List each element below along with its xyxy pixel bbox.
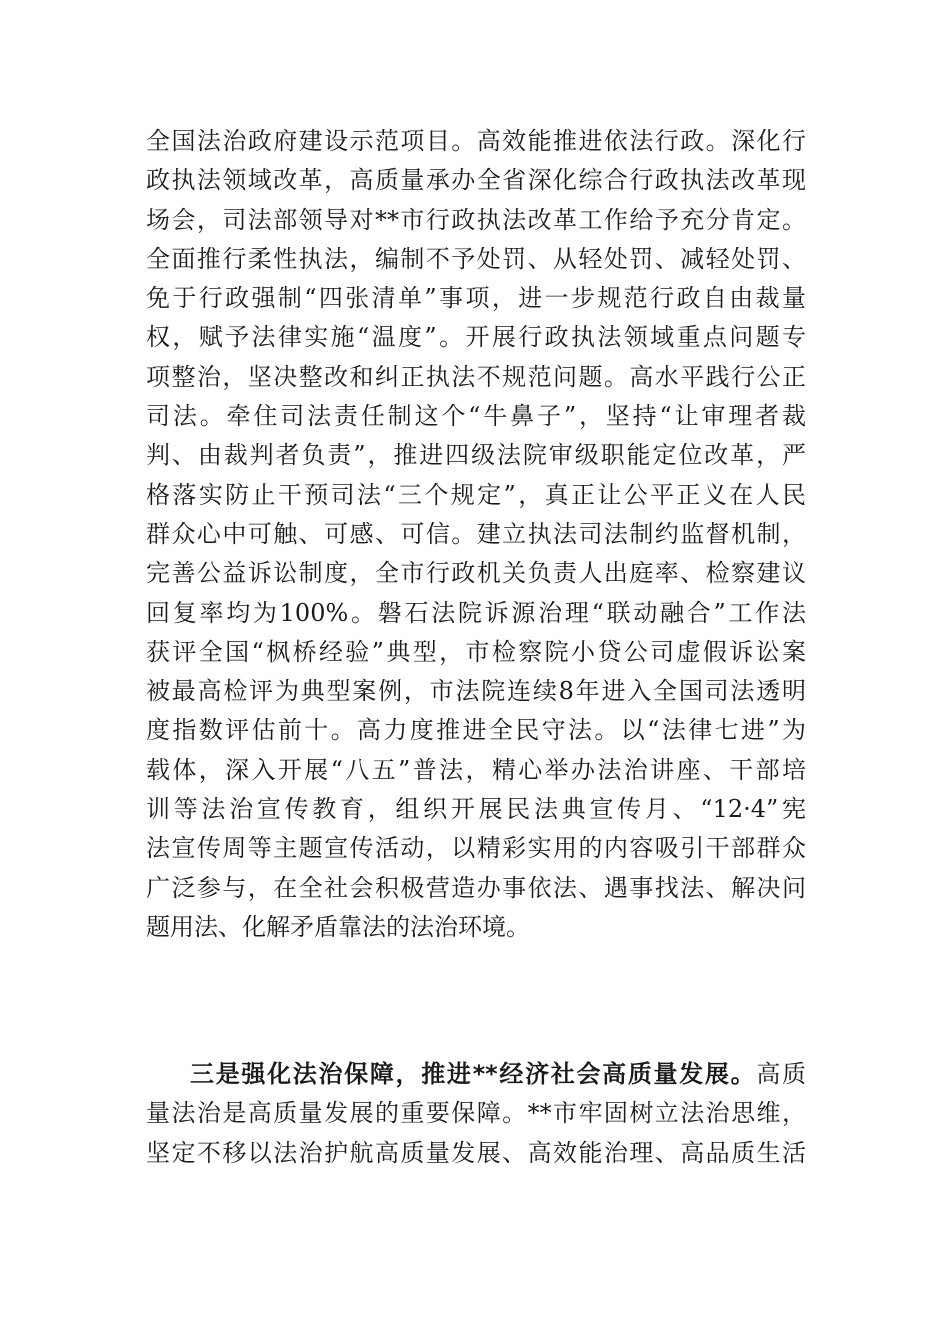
text-line: 格落实防止干预司法“三个规定”，真正让公平正义在人民 [146,480,806,509]
text-line: 完善公益诉讼制度，全市行政机关负责人出庭率、检察建议 [146,559,806,588]
text-line: 权，赋予法律实施“温度”。开展行政执法领域重点问题专 [146,323,806,352]
text-line: 群众心中可触、可感、可信。建立执法司法制约监督机制， [146,519,806,548]
text-line: 全面推行柔性执法，编制不予处罚、从轻处罚、减轻处罚、 [146,244,806,273]
text-line: 广泛参与，在全社会积极营造办事依法、遇事找法、解决问 [146,873,806,902]
text-line: 题用法、化解矛盾靠法的法治环境。 [146,912,530,941]
text-line: 被最高检评为典型案例，市法院连续8年进入全国司法透明 [146,677,806,706]
text-line: 训等法治宣传教育，组织开展民法典宣传月、“12·4”宪 [146,795,806,824]
text-line: 回复率均为100%。磐石法院诉源治理“联动融合”工作法 [146,598,806,627]
text-line: 获评全国“枫桥经验”典型，市检察院小贷公司虚假诉讼案 [146,637,806,666]
text-line: 司法。牵住司法责任制这个“牛鼻子”，坚持“让审理者裁 [146,402,806,431]
text-line: 免于行政强制“四张清单”事项，进一步规范行政自由裁量 [146,284,806,313]
body-paragraph [146,122,806,947]
text-line: 判、由裁判者负责”，推进四级法院审级职能定位改革，严 [146,441,806,470]
text-line: 度指数评估前十。高力度推进全民守法。以“法律七进”为 [146,716,806,745]
body-paragraph-section-three [146,1055,806,1173]
text-line: 坚定不移以法治护航高质量发展、高效能治理、高品质生活 [146,1138,806,1167]
text-line: 项整治，坚决整改和纠正执法不规范问题。高水平践行公正 [146,362,806,391]
text-line: 载体，深入开展“八五”普法，精心举办法治讲座、干部培 [146,755,806,784]
heading-line-rest: 高质 [756,1060,807,1088]
section-heading: 三是强化法治保障，推进**经济社会高质量发展。 [190,1060,757,1088]
text-line: 量法治是高质量发展的重要保障。**市牢固树立法治思维， [146,1099,806,1128]
text-line: 法宣传周等主题宣传活动，以精彩实用的内容吸引干部群众 [146,834,806,863]
text-line: 场会，司法部领导对**市行政执法改革工作给予充分肯定。 [146,205,806,234]
text-line: 政执法领域改革，高质量承办全省深化综合行政执法改革现 [146,166,806,195]
text-line: 全国法治政府建设示范项目。高效能推进依法行政。深化行 [146,127,806,155]
section-heading-line [146,1055,806,1094]
